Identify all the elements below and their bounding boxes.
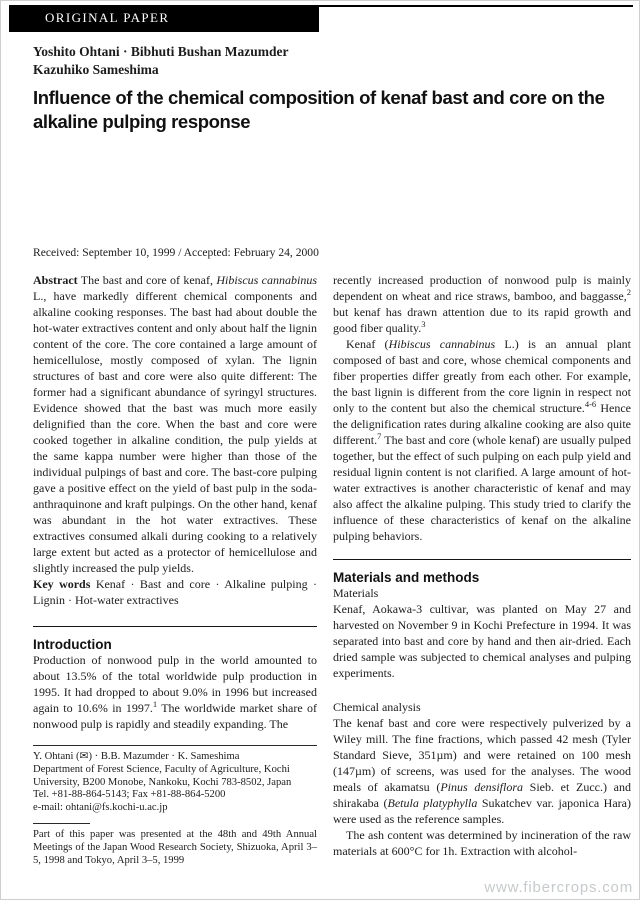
introduction-heading: Introduction [33, 637, 112, 652]
chemical-analysis-paragraph: The kenaf bast and core were respectively pulverized by a Wiley mill. The fine fractions, which passed 42 mesh (Tyler Standard Sieve, 351µm) and were retained on 100 mesh (147µm) of screens, was used for the analyses. The wood meals of akamatsu (Pinus densiflora Sieb. et Zucc.) and shirakaba (Betula platyphylla Sukatchev var. japonica Hara) were used as the reference samples. [333, 716, 631, 826]
keywords-text: Kenaf · Bast and core · Alkaline pulping · Lignin · Hot-water extractives [33, 577, 317, 607]
presentation-note-rule [33, 823, 90, 824]
footnote-address: Department of Forest Science, Faculty of Agriculture, Kochi University, B200 Monobe, Nankoku, Kochi 783-8502, Japan [33, 763, 292, 788]
materials-subheading: Materials [333, 586, 379, 600]
article-title: Influence of the chemical composition of kenaf bast and core on the alkaline pulping response [33, 87, 605, 133]
abstract-paragraph [33, 272, 317, 576]
materials-paragraph: Kenaf, Aokawa-3 cultivar, was planted on May 27 and harvested on November 9 in Kochi Prefecture in 1994. It was separated into bast and core by hand and then air-dried. Each dried sample was subjected to chemical analyses and pulping experiments. [333, 602, 631, 680]
introduction-paragraph: Production of nonwood pulp in the world amounted to about 13.5% of the total worldwide pulp production in 1995. It had dropped to about 9.0% in 1996 but increased again to 10.6% in 1997.$^1$ The worldwide market share of nonwood pulp is rapidly and steadily expanding. The [33, 653, 317, 731]
correspondence-footnote [33, 751, 317, 815]
keywords-label: Key words [33, 577, 91, 591]
footnote-email: e-mail: ohtani@fs.kochi-u.ac.jp [33, 802, 168, 814]
site-watermark: www.fibercrops.com [484, 879, 633, 896]
presentation-note: Part of this paper was presented at the 48th and 49th Annual Meetings of the Japan Wood Research Society, Shizuoka, April 3–5, 1998 and Tokyo, April 3–5, 1999 [33, 828, 317, 866]
original-paper-banner [9, 5, 319, 32]
continuation-paragraph-1: recently increased production of nonwood pulp is mainly dependent on wheat and rice straws, bamboo, and baggasse,$^2$ but kenaf has drawn attention due to its rapid growth and good fiber quality.$^3$ [333, 273, 631, 335]
author-line-2: Kazuhiko Sameshima [33, 61, 159, 77]
chemical-analysis-subheading: Chemical analysis [333, 700, 421, 714]
abstract-text: The bast and core of kenaf, Hibiscus cannabinus L., have markedly different chemical components and alkaline cooking responses. The bast had about double the hot-water extractives content and only about half the lignin content of the core. The core contained a large amount of hemicellulose, mostly composed of xylan. The lignin structures of bast and core were also quite different: The former had a significant abundance of syringyl structures. Evidence showed that the bast was much more easily delignified than the core. When the bast and core were cooked together in alkaline condition, the pulp yields at the same kappa number were higher than those of the individual pulpings of bast and core. The bast-core pulping gave a positive effect on the yield of bast pulp in the soda-anthraquinone and kraft pulpings. On the other hand, kenaf was abundant in the hot water extractives. These extractives consumed alkali during cooking to a relatively large extent but acted as a protector of hemicellulose and slightly increased the pulp yields. [33, 273, 317, 575]
ash-content-paragraph: The ash content was determined by incineration of the raw materials at 600°C for 1h. Extraction with alcohol- [333, 828, 631, 858]
keywords-paragraph [33, 576, 317, 608]
footnote-rule [33, 745, 317, 746]
banner-label: ORIGINAL PAPER [45, 10, 170, 25]
footnote-tel-fax: Tel. +81-88-864-5143; Fax +81-88-864-5200 [33, 789, 226, 801]
introduction-section-rule [33, 626, 317, 627]
left-column [33, 272, 317, 878]
author-block [33, 43, 593, 79]
materials-methods-heading: Materials and methods [333, 570, 480, 585]
continuation-paragraph-2: Kenaf (Hibiscus cannabinus L.) is an annual plant composed of bast and core, whose chemical components and fiber properties differ greatly from each other. For example, the bast lignin is different from the core lignin in respect not only to the content but also the chemical structure.$^{4-6}$ Hence the delignification rates during alkaline cooking are also quite different.$^7$ The bast and core (whole kenaf) are usually pulped together, but the effect of such pulping on each pulp yield and residual lignin content is not clarified. A large amount of hot-water extractives is another characteristic of kenaf and may also affect the alkaline pulping. This study tried to clarify the influence of these characteristics of kenaf on the alkaline pulping behaviors. [333, 337, 631, 543]
received-accepted-dates: Received: September 10, 1999 / Accepted: February 24, 2000 [33, 246, 319, 259]
two-column-body [33, 272, 631, 878]
materials-methods-section-rule [333, 559, 631, 560]
right-column [333, 272, 631, 859]
abstract-label: Abstract [33, 273, 78, 287]
footnote-authors: Y. Ohtani (✉) · B.B. Mazumder · K. Sameshima [33, 751, 240, 762]
header-top-rule [319, 5, 633, 7]
author-line-1: Yoshito Ohtani · Bibhuti Bushan Mazumder [33, 44, 289, 59]
